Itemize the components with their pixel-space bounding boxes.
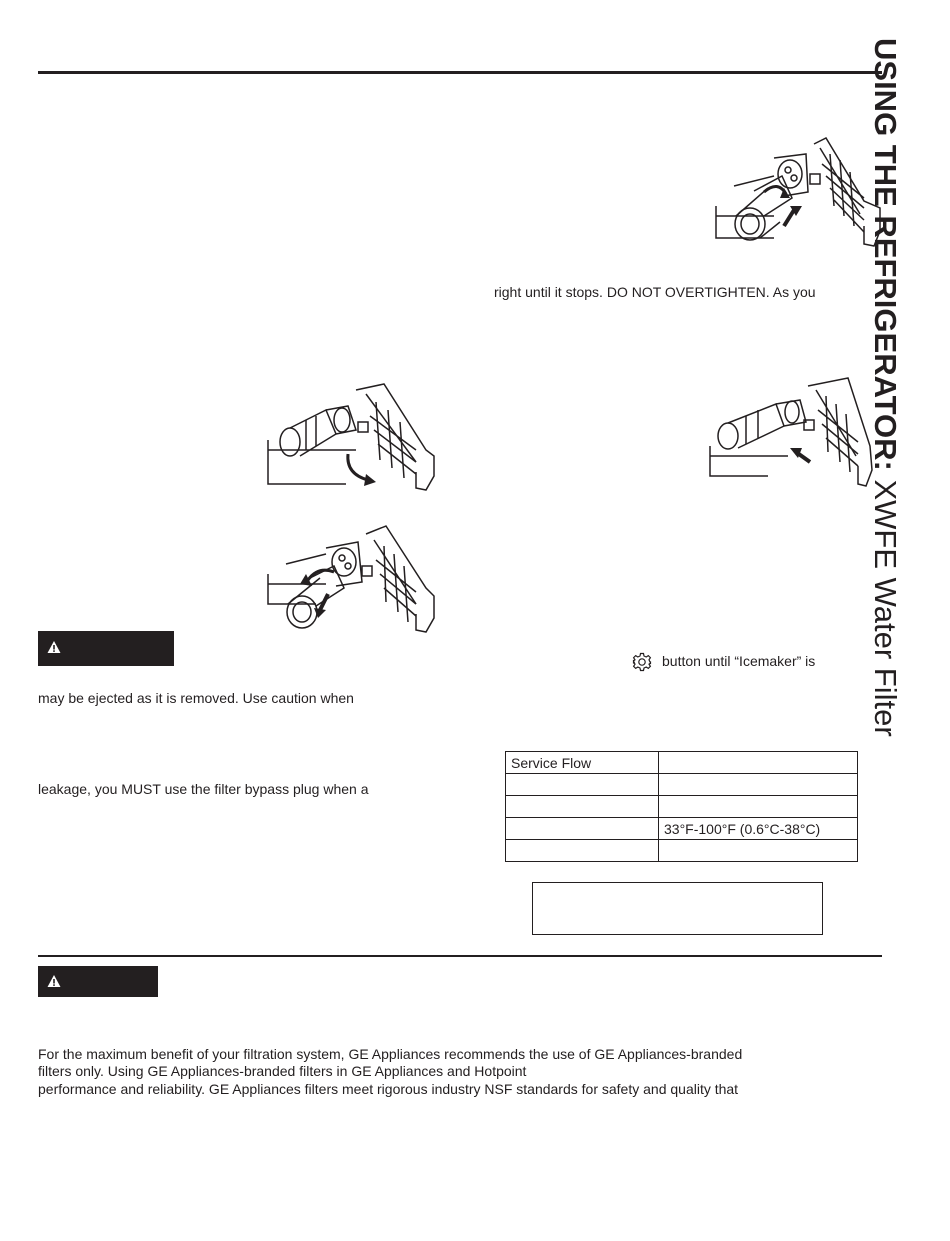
warning-label-box [38,631,174,666]
table-row [506,774,858,796]
filter-rotate-figure [266,380,438,492]
ejected-caution-text: may be ejected as it is removed. Use caution when [38,690,354,706]
section-rule [38,955,882,957]
filter-recommendation-line-1: For the maximum benefit of your filtration system, GE Appliances recommends the use of GE Appliances-branded [38,1046,743,1062]
warning-triangle-icon [47,640,61,654]
icemaker-instruction: button until “Icemaker” is [662,653,816,669]
side-title-light: XWFE Water Filter [868,470,903,737]
spec-label [506,840,659,862]
table-row [506,840,858,862]
gear-icon [632,652,652,672]
filter-insert-figure [714,136,882,251]
bypass-plug-text: leakage, you MUST use the filter bypass plug when a [38,781,369,797]
filter-recommendation-line-2: filters only. Using GE Appliances-branded filters in GE Appliances and Hotpoint [38,1063,527,1079]
filter-remove-figure [266,524,438,634]
spec-label [506,774,659,796]
spec-value [659,752,858,774]
side-title-bold: USING THE REFRIGERATOR: [868,38,903,471]
spec-label [506,796,659,818]
spec-value [659,774,858,796]
filter-spec-table [505,751,858,862]
filter-push-figure [708,376,874,488]
warning-triangle-icon [47,974,61,988]
spec-label: Service Flow [506,752,659,774]
spec-note-box [532,882,823,935]
spec-label [506,818,659,840]
warning-label-box-lower [38,966,158,997]
spec-value [659,840,858,862]
table-row [506,818,858,840]
filter-recommendation-line-3: performance and reliability. GE Appliances filters meet rigorous industry NSF standards for safety and quality that [38,1081,739,1097]
spec-value [659,796,858,818]
top-rule [38,71,882,74]
table-row [506,796,858,818]
spec-value: 33°F-100°F (0.6°C-38°C) [659,818,858,840]
table-row [506,752,858,774]
tighten-instruction: right until it stops. DO NOT OVERTIGHTEN. As you [494,284,816,300]
